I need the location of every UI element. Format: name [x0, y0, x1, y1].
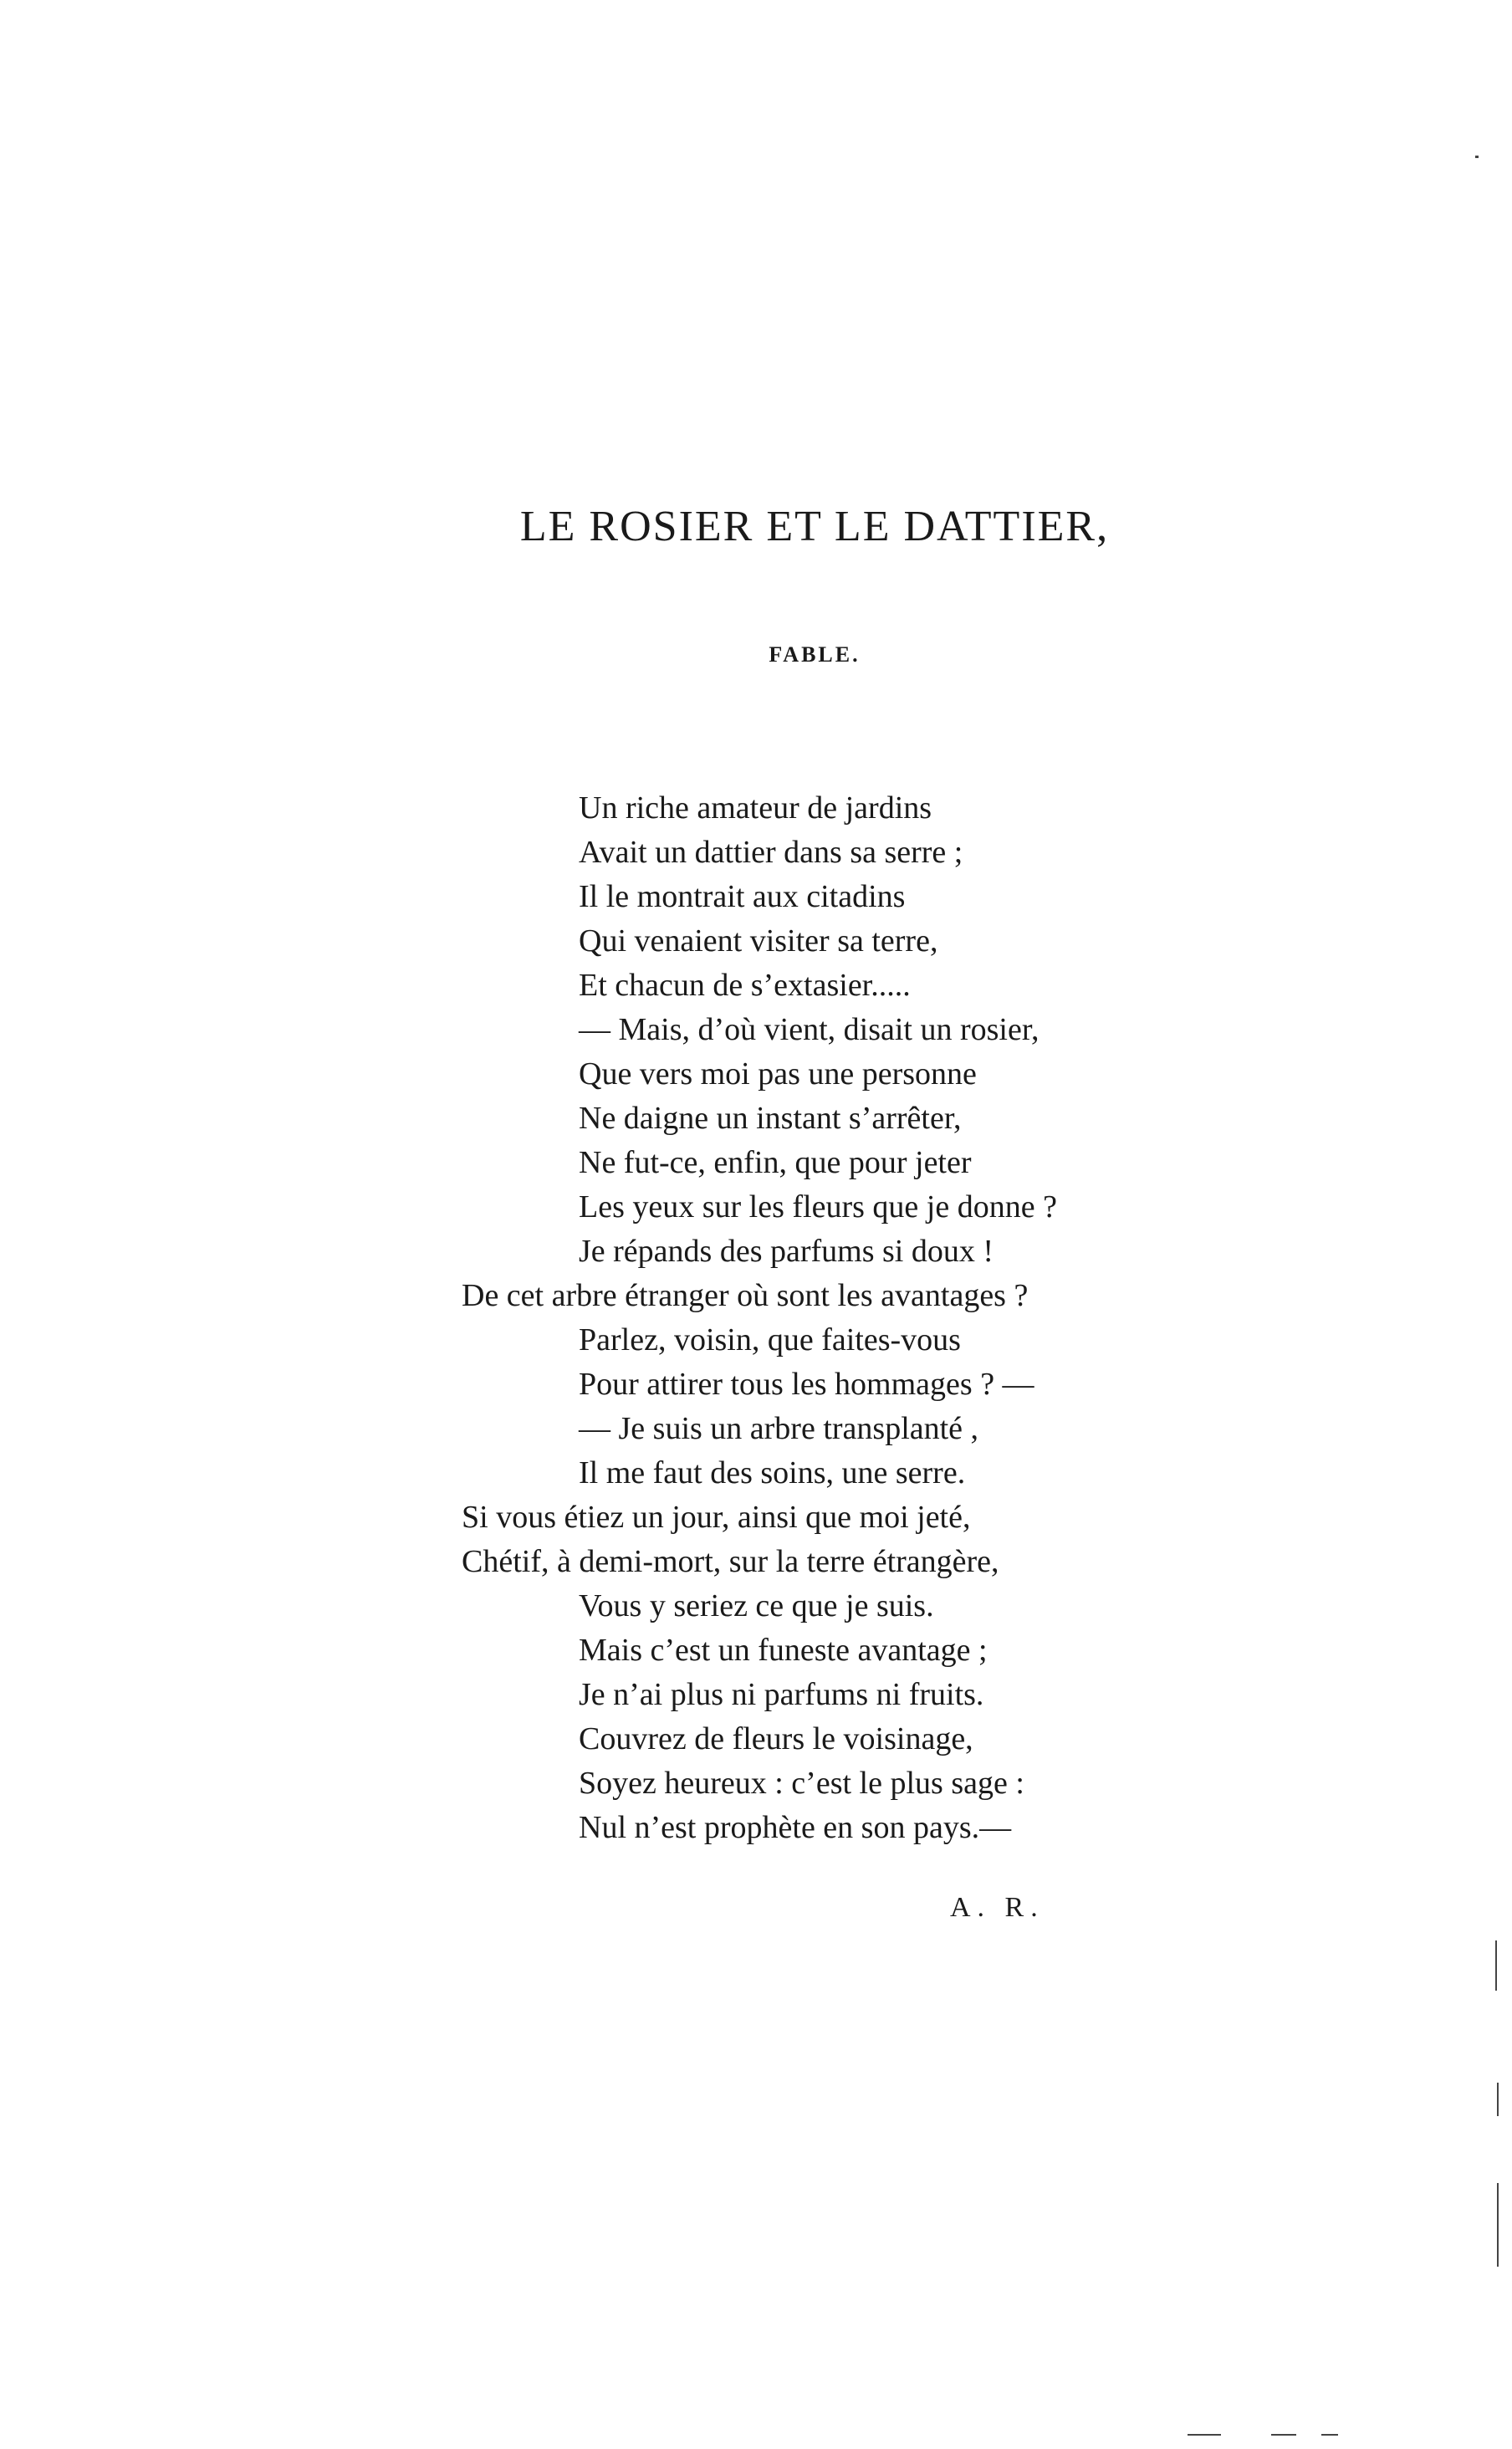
- scan-speck: [1321, 2434, 1338, 2436]
- poem-line: Nul n’est prophète en son pays.—: [579, 1810, 1012, 1845]
- poem-line: Parlez, voisin, que faites-vous: [579, 1322, 961, 1357]
- poem-line: Couvrez de fleurs le voisinage,: [579, 1721, 973, 1756]
- scan-speck: [1271, 2434, 1296, 2436]
- poem-line: Les yeux sur les fleurs que je donne ?: [579, 1189, 1057, 1224]
- poem-line: Il le montrait aux citadins: [579, 879, 906, 914]
- poem-line: Soyez heureux : c’est le plus sage :: [579, 1766, 1024, 1801]
- poem-line: Ne daigne un instant s’arrêter,: [579, 1101, 962, 1136]
- poem-line: Qui venaient visiter sa terre,: [579, 923, 938, 959]
- poem-line: Il me faut des soins, une serre.: [579, 1455, 966, 1490]
- poem-title: LE ROSIER ET LE DATTIER,: [519, 503, 1110, 550]
- author-signature: A. R.: [950, 1892, 1045, 1923]
- scan-speck: [1188, 2434, 1221, 2436]
- poem-line: Un riche amateur de jardins: [579, 790, 932, 826]
- poem-line: Si vous étiez un jour, ainsi que moi jeté,: [462, 1500, 971, 1535]
- poem-line: Mais c’est un funeste avantage ;: [579, 1633, 988, 1668]
- poem-line: Je répands des parfums si doux !: [579, 1234, 994, 1269]
- poem-line: Pour attirer tous les hommages ? —: [579, 1367, 1034, 1402]
- poem-line: De cet arbre étranger où sont les avantages ?: [462, 1278, 1029, 1313]
- poem-line: Vous y seriez ce que je suis.: [579, 1588, 934, 1623]
- poem-line: Ne fut-ce, enfin, que pour jeter: [579, 1145, 972, 1180]
- poem-line: Que vers moi pas une personne: [579, 1056, 977, 1092]
- scan-speck: [1495, 1940, 1497, 1991]
- scan-speck: [1497, 2083, 1499, 2116]
- poem-line: — Je suis un arbre transplanté ,: [579, 1411, 979, 1446]
- scan-speck: [1497, 2183, 1499, 2267]
- poem-subtitle: FABLE.: [769, 642, 861, 667]
- poem-line: Je n’ai plus ni parfums ni fruits.: [579, 1677, 984, 1712]
- poem-line: Et chacun de s’extasier.....: [579, 968, 911, 1003]
- scan-speck: [1475, 156, 1479, 158]
- poem-line: Chétif, à demi-mort, sur la terre étrangère,: [462, 1544, 999, 1579]
- poem-line: Avait un dattier dans sa serre ;: [579, 835, 963, 870]
- poem-line: — Mais, d’où vient, disait un rosier,: [579, 1012, 1040, 1047]
